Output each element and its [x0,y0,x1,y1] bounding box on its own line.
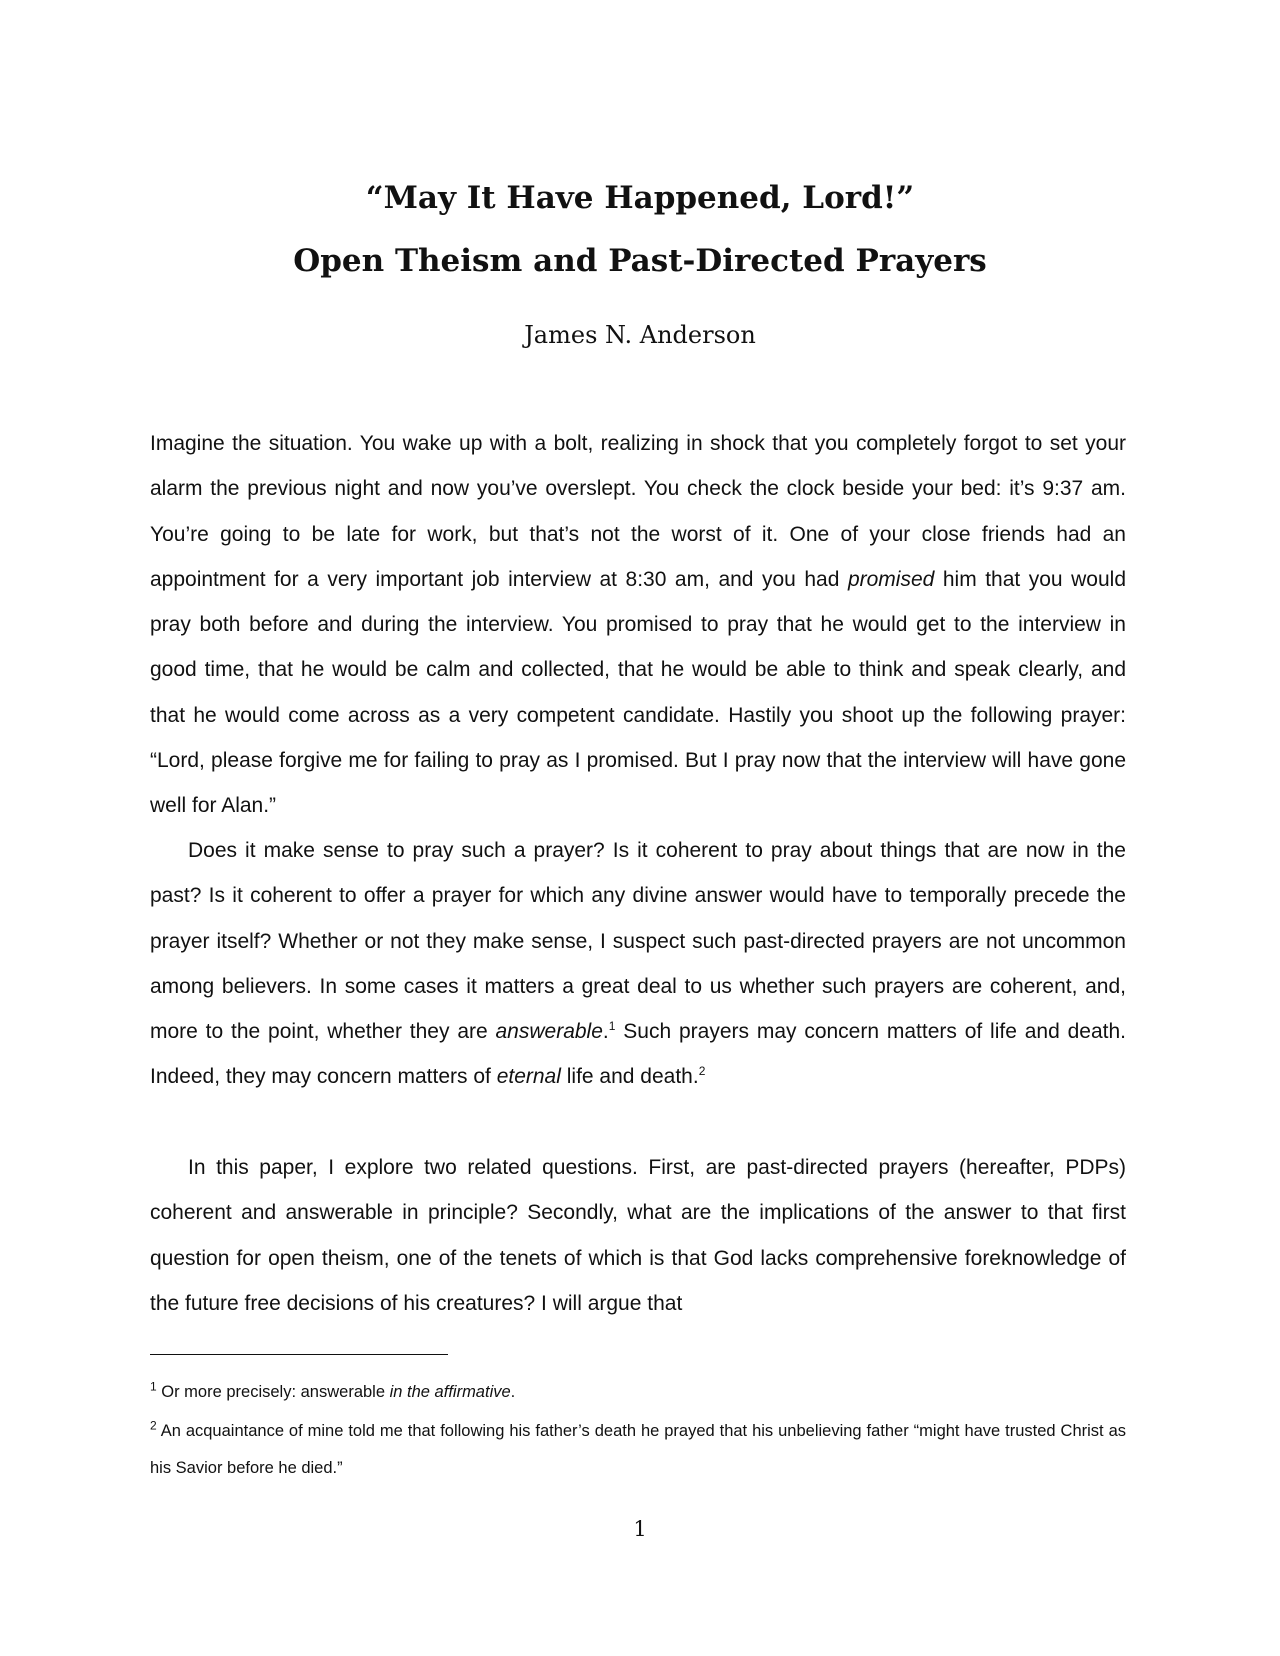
paragraph-3-text: In this paper, I explore two related questions. First, are past-directed prayers (hereafter, PDPs) coherent and answerable in principle? Secondly, what are the implications of the answer to that first question for open theism, one of the tenets of which is that God lacks comprehensive foreknowledge of the future free decisions of his creatures? I will argue that [150,1156,1126,1315]
paragraph-2-text-c: Such prayers may concern matters of life and death. Indeed, they may concern matters of [150,1020,1126,1089]
footnote-separator [150,1354,448,1355]
page-number: 1 [633,1517,647,1541]
emphasis-answerable: answerable [495,1020,603,1044]
paragraph-1 [150,421,1126,829]
paragraph-1-text-b: him that you would pray both before and during the interview. You promised to pray that he would get to the interview in good time, that he would be calm and collected, that he would be able to think and speak clearly, and that he would come across as a very competent candidate. Hastily you shoot up the following prayer: “Lord, please forgive me for failing to pray as I promised. But I pray now that the interview will have gone well for Alan.” [150,567,1126,818]
paragraph-2-text-a: Does it make sense to pray such a prayer? Is it coherent to pray about things that are now in the past? Is it coherent to offer a prayer for which any divine answer would have to temporally precede the prayer itself? Whether or not they make sense, I suspect such past-directed prayers are not uncommon among believers. In some cases it matters a great deal to us whether such prayers are coherent, and, more to the point, whether they are [150,839,1126,1044]
paragraph-2-text-b: . [602,1020,609,1044]
emphasis-promised: promised [847,567,935,591]
footnote-1-text-b: . [510,1383,516,1401]
paragraph-2 [150,828,1126,1100]
title-line-1: “May It Have Happened, Lord!” [365,180,915,216]
footnote-2 [150,1413,1126,1487]
emphasis-eternal: eternal [496,1065,561,1089]
paragraph-2-text-d: life and death. [560,1065,699,1089]
footnote-1 [150,1374,1126,1411]
footnote-2-text: An acquaintance of mine told me that following his father’s death he prayed that his unbelieving father “might have trusted Christ as his Savior before he died.” [150,1422,1126,1477]
paragraph-1-text-a: Imagine the situation. You wake up with a bolt, realizing in shock that you completely forgot to set your alarm the previous night and now you’ve overslept. You check the clock beside your bed: it’s 9:37 am. You’re going to be late for work, but that’s not the worst of it. One of your close friends had an appointment for a very important job interview at 8:30 am, and you had [150,432,1126,591]
footnote-ref-1[interactable]: 1 [608,1019,616,1034]
title-line-2: Open Theism and Past-Directed Prayers [293,243,987,279]
footnote-1-emphasis: in the affirmative [389,1383,511,1401]
footnote-1-number: 1 [150,1379,157,1394]
footnote-ref-2[interactable]: 2 [698,1064,706,1079]
footnote-2-number: 2 [150,1418,157,1433]
paragraph-3 [150,1145,1126,1326]
author-name: James N. Anderson [524,321,756,349]
footnote-1-text-a: Or more precisely: answerable [156,1383,390,1401]
